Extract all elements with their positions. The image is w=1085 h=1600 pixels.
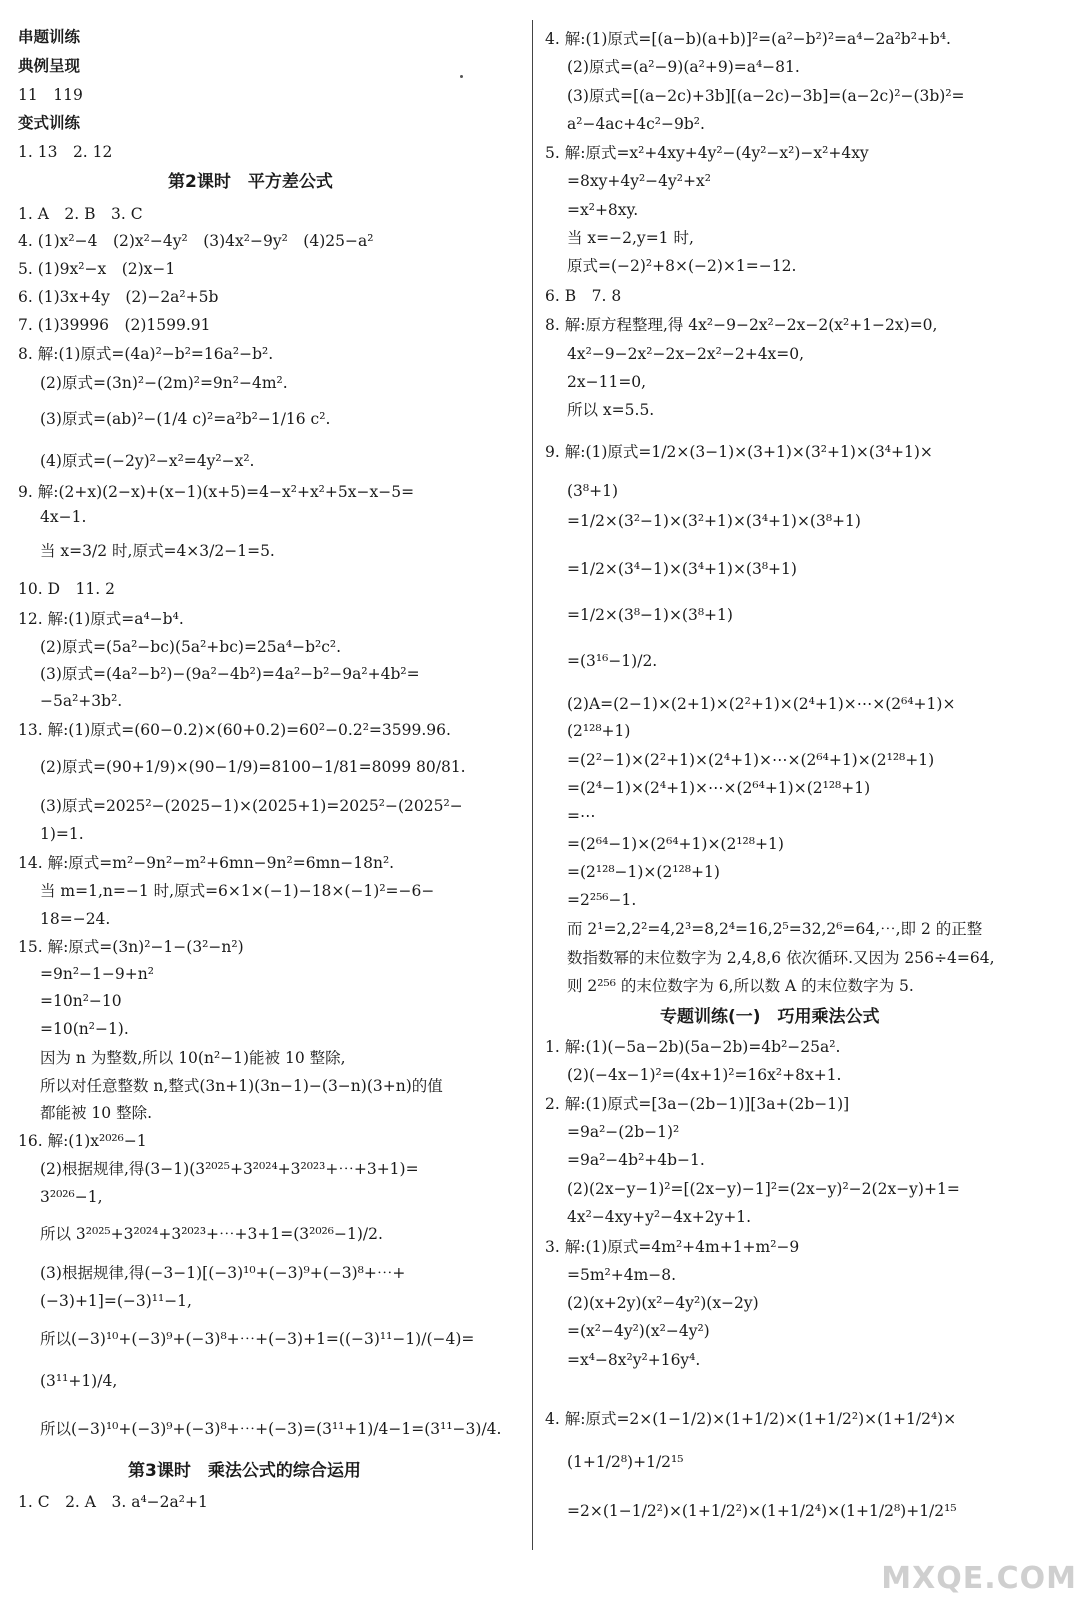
answer-line: 当 m=1,n=−1 时,原式=6×1×(−1)−18×(−1)²=−6− [40, 882, 435, 900]
left-column [18, 0, 523, 1600]
answer-line: (2)(x+2y)(x²−4y²)(x−2y) [567, 1294, 759, 1312]
answer-line: 5. 解:原式=x²+4xy+4y²−(4y²−x²)−x²+4xy [545, 144, 869, 162]
site-watermark: MXQE.COM [881, 1561, 1077, 1596]
answer-line: 4. (1)x²−4 (2)x²−4y² (3)4x²−9y² (4)25−a² [18, 232, 374, 250]
answer-line: 3. 解:(1)原式=4m²+4m+1+m²−9 [545, 1238, 800, 1256]
lesson-title: 专题训练(一) 巧用乘法公式 [660, 1007, 880, 1027]
answer-line: (3)原式=(4a²−b²)−(9a²−4b²)=4a²−b²−9a²+4b²= [40, 665, 420, 683]
answer-line: (3¹¹+1)/4, [40, 1372, 118, 1390]
answer-line: 所以 x=5.5. [567, 401, 655, 419]
answer-line: =10n²−10 [40, 992, 122, 1010]
answer-line: 10. D 11. 2 [18, 580, 115, 598]
answer-line: (3)原式=[(a−2c)+3b][(a−2c)−3b]=(a−2c)²−(3b)²= [567, 87, 965, 105]
answer-line: 4. 解:原式=2×(1−1/2)×(1+1/2)×(1+1/2²)×(1+1/2⁴)× [545, 1410, 957, 1428]
answer-line: 都能被 10 整除. [40, 1104, 153, 1122]
lesson-title: 第3课时 乘法公式的综合运用 [128, 1461, 361, 1481]
answer-line: 13. 解:(1)原式=(60−0.2)×(60+0.2)=60²−0.2²=3599.96. [18, 721, 451, 739]
answer-line: (2)原式=(a²−9)(a²+9)=a⁴−81. [567, 58, 800, 76]
answer-line: 4. 解:(1)原式=[(a−b)(a+b)]²=(a²−b²)²=a⁴−2a²b²+b⁴. [545, 30, 951, 48]
answer-line: 所以 3²⁰²⁵+3²⁰²⁴+3²⁰²³+⋯+3+1=(3²⁰²⁶−1)/2. [40, 1225, 383, 1243]
answer-line: 2. 解:(1)原式=[3a−(2b−1)][3a+(2b−1)] [545, 1095, 850, 1113]
answer-line: (3)原式=2025²−(2025−1)×(2025+1)=2025²−(2025²− [40, 797, 463, 815]
answer-line: (2)原式=(90+1/9)×(90−1/9)=8100−1/81=8099 80/81. [40, 758, 466, 776]
answer-line: (−3)+1]=(−3)¹¹−1, [40, 1292, 192, 1310]
answer-line: a²−4ac+4c²−9b². [567, 115, 705, 133]
answer-line: (2)原式=(5a²−bc)(5a²+bc)=25a⁴−b²c². [40, 638, 342, 656]
answer-line: =(2⁴−1)×(2⁴+1)×⋯×(2⁶⁴+1)×(2¹²⁸+1) [567, 779, 871, 797]
answer-line: 18=−24. [40, 910, 111, 928]
answer-line: =1/2×(3⁸−1)×(3⁸+1) [567, 606, 733, 624]
answer-line: 16. 解:(1)x²⁰²⁶−1 [18, 1132, 147, 1150]
print-speck [460, 75, 463, 78]
answer-line: (2)原式=(3n)²−(2m)²=9n²−4m². [40, 374, 288, 392]
answer-line: (1+1/2⁸)+1/2¹⁵ [567, 1453, 684, 1471]
answer-line: (4)原式=(−2y)²−x²=4y²−x². [40, 452, 255, 470]
answer-line: 所以对任意整数 n,整式(3n+1)(3n−1)−(3−n)(3+n)的值 [40, 1077, 443, 1095]
answer-line: −5a²+3b². [40, 692, 123, 710]
answer-line: =10(n²−1). [40, 1020, 129, 1038]
answer-line: =9n²−1−9+n² [40, 965, 154, 983]
answer-line: =(2¹²⁸−1)×(2¹²⁸+1) [567, 863, 720, 881]
answer-line: 所以(−3)¹⁰+(−3)⁹+(−3)⁸+⋯+(−3)=(3¹¹+1)/4−1=(3¹¹−3)/4. [40, 1420, 502, 1438]
answer-line: (2)根据规律,得(3−1)(3²⁰²⁵+3²⁰²⁴+3²⁰²³+⋯+3+1)= [40, 1160, 419, 1178]
answer-line: =(2²−1)×(2²+1)×(2⁴+1)×⋯×(2⁶⁴+1)×(2¹²⁸+1) [567, 751, 935, 769]
answer-line: 4x²−9−2x²−2x−2x²−2+4x=0, [567, 345, 805, 363]
answer-line: 5. (1)9x²−x (2)x−1 [18, 260, 176, 278]
right-column [545, 0, 1067, 1600]
section-heading: 典例呈现 [18, 57, 81, 75]
answer-line: =x⁴−8x²y²+16y⁴. [567, 1351, 701, 1369]
answer-line: =5m²+4m−8. [567, 1266, 677, 1284]
answer-line: =9a²−(2b−1)² [567, 1123, 680, 1141]
answer-line: =(x²−4y²)(x²−4y²) [567, 1322, 710, 1340]
answer-line: (3⁸+1) [567, 482, 619, 500]
answer-line: 则 2²⁵⁶ 的末位数字为 6,所以数 A 的末位数字为 5. [567, 977, 914, 995]
answer-line: =(3¹⁶−1)/2. [567, 652, 658, 670]
answer-line: =2×(1−1/2²)×(1+1/2²)×(1+1/2⁴)×(1+1/2⁸)+1/2¹⁵ [567, 1502, 957, 1520]
answer-line: 数指数幂的末位数字为 2,4,8,6 依次循环.又因为 256÷4=64, [567, 949, 995, 967]
answer-line: 当 x=−2,y=1 时, [567, 229, 694, 247]
answer-line: 8. 解:原方程整理,得 4x²−9−2x²−2x−2(x²+1−2x)=0, [545, 316, 938, 334]
answer-line: =1/2×(3²−1)×(3²+1)×(3⁴+1)×(3⁸+1) [567, 512, 861, 530]
answer-line: 6. B 7. 8 [545, 287, 622, 305]
answer-line: =(2⁶⁴−1)×(2⁶⁴+1)×(2¹²⁸+1) [567, 835, 784, 853]
answer-line: =⋯ [567, 807, 596, 825]
answer-line: 15. 解:原式=(3n)²−1−(3²−n²) [18, 938, 244, 956]
lesson-title: 第2课时 平方差公式 [168, 172, 333, 192]
answer-line: 1. 13 2. 12 [18, 143, 113, 161]
answer-line: 8. 解:(1)原式=(4a)²−b²=16a²−b². [18, 345, 274, 363]
answer-line: 2x−11=0, [567, 373, 647, 391]
answer-line: 所以(−3)¹⁰+(−3)⁹+(−3)⁸+⋯+(−3)+1=((−3)¹¹−1)/(−4)= [40, 1330, 475, 1348]
answer-line: (3)根据规律,得(−3−1)[(−3)¹⁰+(−3)⁹+(−3)⁸+⋯+ [40, 1264, 406, 1282]
answer-line: 4x−1. [40, 508, 87, 526]
answer-line: =1/2×(3⁴−1)×(3⁴+1)×(3⁸+1) [567, 560, 797, 578]
answer-line: (2)(2x−y−1)²=[(2x−y)−1]²=(2x−y)²−2(2x−y)+1= [567, 1180, 960, 1198]
answer-line: (2)A=(2−1)×(2+1)×(2²+1)×(2⁴+1)×⋯×(2⁶⁴+1)× [567, 695, 956, 713]
answer-line: 4x²−4xy+y²−4x+2y+1. [567, 1208, 752, 1226]
answer-line: 当 x=3/2 时,原式=4×3/2−1=5. [40, 542, 275, 560]
answer-line: 9. 解:(2+x)(2−x)+(x−1)(x+5)=4−x²+x²+5x−x−5= [18, 483, 415, 501]
answer-line: 6. (1)3x+4y (2)−2a²+5b [18, 288, 219, 306]
answer-line: 14. 解:原式=m²−9n²−m²+6mn−9n²=6mn−18n². [18, 854, 395, 872]
answer-line: 3²⁰²⁶−1, [40, 1188, 103, 1206]
answer-line: 而 2¹=2,2²=4,2³=8,2⁴=16,2⁵=32,2⁶=64,⋯,即 2 的正整 [567, 920, 983, 938]
answer-line: 1. C 2. A 3. a⁴−2a²+1 [18, 1493, 208, 1511]
answer-line: 7. (1)39996 (2)1599.91 [18, 316, 211, 334]
answer-line: 1)=1. [40, 825, 84, 843]
answer-line: =x²+8xy. [567, 201, 639, 219]
column-divider [532, 20, 533, 1550]
answer-line: =2²⁵⁶−1. [567, 891, 637, 909]
section-heading: 变式训练 [18, 114, 81, 132]
answer-line: =8xy+4y²−4y²+x² [567, 172, 711, 190]
answer-line: (2¹²⁸+1) [567, 722, 631, 740]
answer-line: 1. A 2. B 3. C [18, 205, 143, 223]
answer-line: 原式=(−2)²+8×(−2)×1=−12. [567, 257, 797, 275]
answer-line: 因为 n 为整数,所以 10(n²−1)能被 10 整除, [40, 1049, 346, 1067]
answer-line: 12. 解:(1)原式=a⁴−b⁴. [18, 610, 184, 628]
answer-line: 1. 解:(1)(−5a−2b)(5a−2b)=4b²−25a². [545, 1038, 841, 1056]
answer-line: 9. 解:(1)原式=1/2×(3−1)×(3+1)×(3²+1)×(3⁴+1)× [545, 443, 933, 461]
answer-line: 11 119 [18, 86, 83, 104]
answer-line: (2)(−4x−1)²=(4x+1)²=16x²+8x+1. [567, 1066, 842, 1084]
answer-line: (3)原式=(ab)²−(1/4 c)²=a²b²−1/16 c². [40, 410, 331, 428]
answer-line: =9a²−4b²+4b−1. [567, 1151, 705, 1169]
section-heading: 串题训练 [18, 28, 81, 46]
